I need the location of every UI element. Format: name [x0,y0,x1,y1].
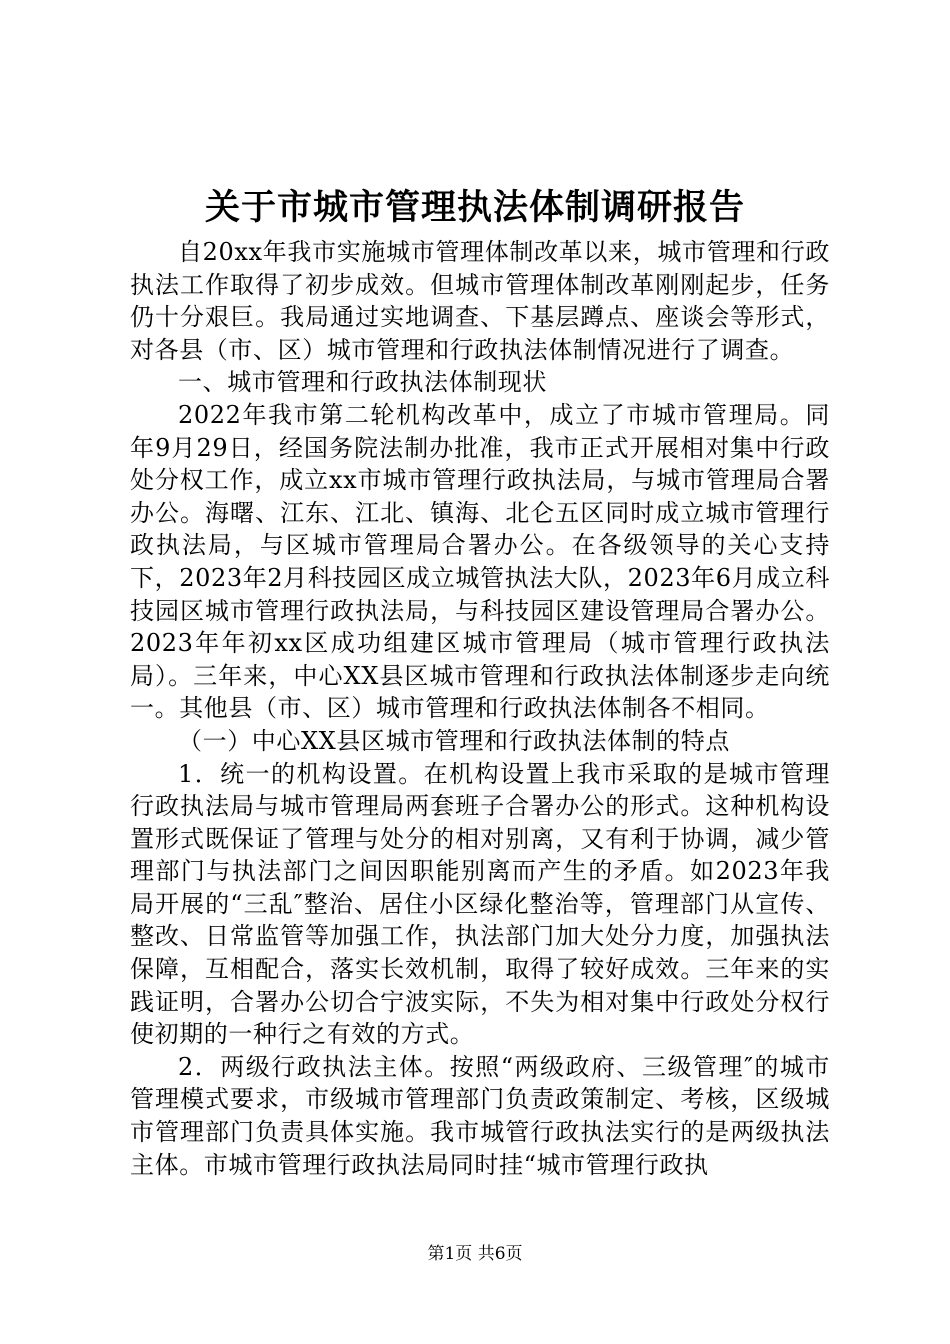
page-footer: 第1页 共6页 [427,1244,523,1264]
document-body [130,236,830,1181]
subsection-heading-1: （一）中心XX县区城市管理和行政执法体制的特点 [178,726,730,755]
paragraph-status: 2022年我市第二轮机构改革中，成立了市城市管理局。同年9月29日，经国务院法制办批准，我市正式开展相对集中行政处分权工作，成立xx市城市管理行政执法局，与城市管理局合署办公。海曙、江东、江北、镇海、北仑五区同时成立城市管理行政执法局，与区城市管理局合署办公。在各级领导的关心支持下，2023年2月科技园区成立城管执法大队，2023年6月成立科技园区城市管理行政执法局，与科技园区建设管理局合署办公。2023年年初xx区成功组建区城市管理局（城市管理行政执法局）。三年来，中心XX县区城市管理和行政执法体制逐步走向统一。其他县（市、区）城市管理和行政执法体制各不相同。 [130,400,830,723]
paragraph-item-2: 2．两级行政执法主体。按照“两级政府、三级管理″的城市管理模式要求，市级城市管理部门负责政策制定、考核，区级城市管理部门负责具体实施。我市城管行政执法实行的是两级执法主体。市城市管理行政执法局同时挂“城市管理行政执 [130,1052,830,1179]
section-heading-1: 一、城市管理和行政执法体制现状 [178,368,547,397]
page-title: 关于市城市管理执法体制调研报告 [204,187,745,228]
paragraph-item-1: 1．统一的机构设置。在机构设置上我市采取的是城市管理行政执法局与城市管理局两套班子合署办公的形式。这种机构设置形式既保证了管理与处分的相对别离，又有利于协调，减少管理部门与执法部门之间因职能别离而产生的矛盾。如2023年我局开展的“三乱″整治、居住小区绿化整治等，管理部门从宣传、整改、日常监管等加强工作，执法部门加大处分力度，加强执法保障，互相配合，落实长效机制，取得了较好成效。三年来的实践证明，合署办公切合宁波实际，不失为相对集中行政处分权行使初期的一种行之有效的方式。 [130,759,830,1049]
paragraph-intro: 自20xx年我市实施城市管理体制改革以来，城市管理和行政执法工作取得了初步成效。但城市管理体制改革刚刚起步，任务仍十分艰巨。我局通过实地调查、下基层蹲点、座谈会等形式，对各县（市、区）城市管理和行政执法体制情况进行了调查。 [130,238,830,364]
